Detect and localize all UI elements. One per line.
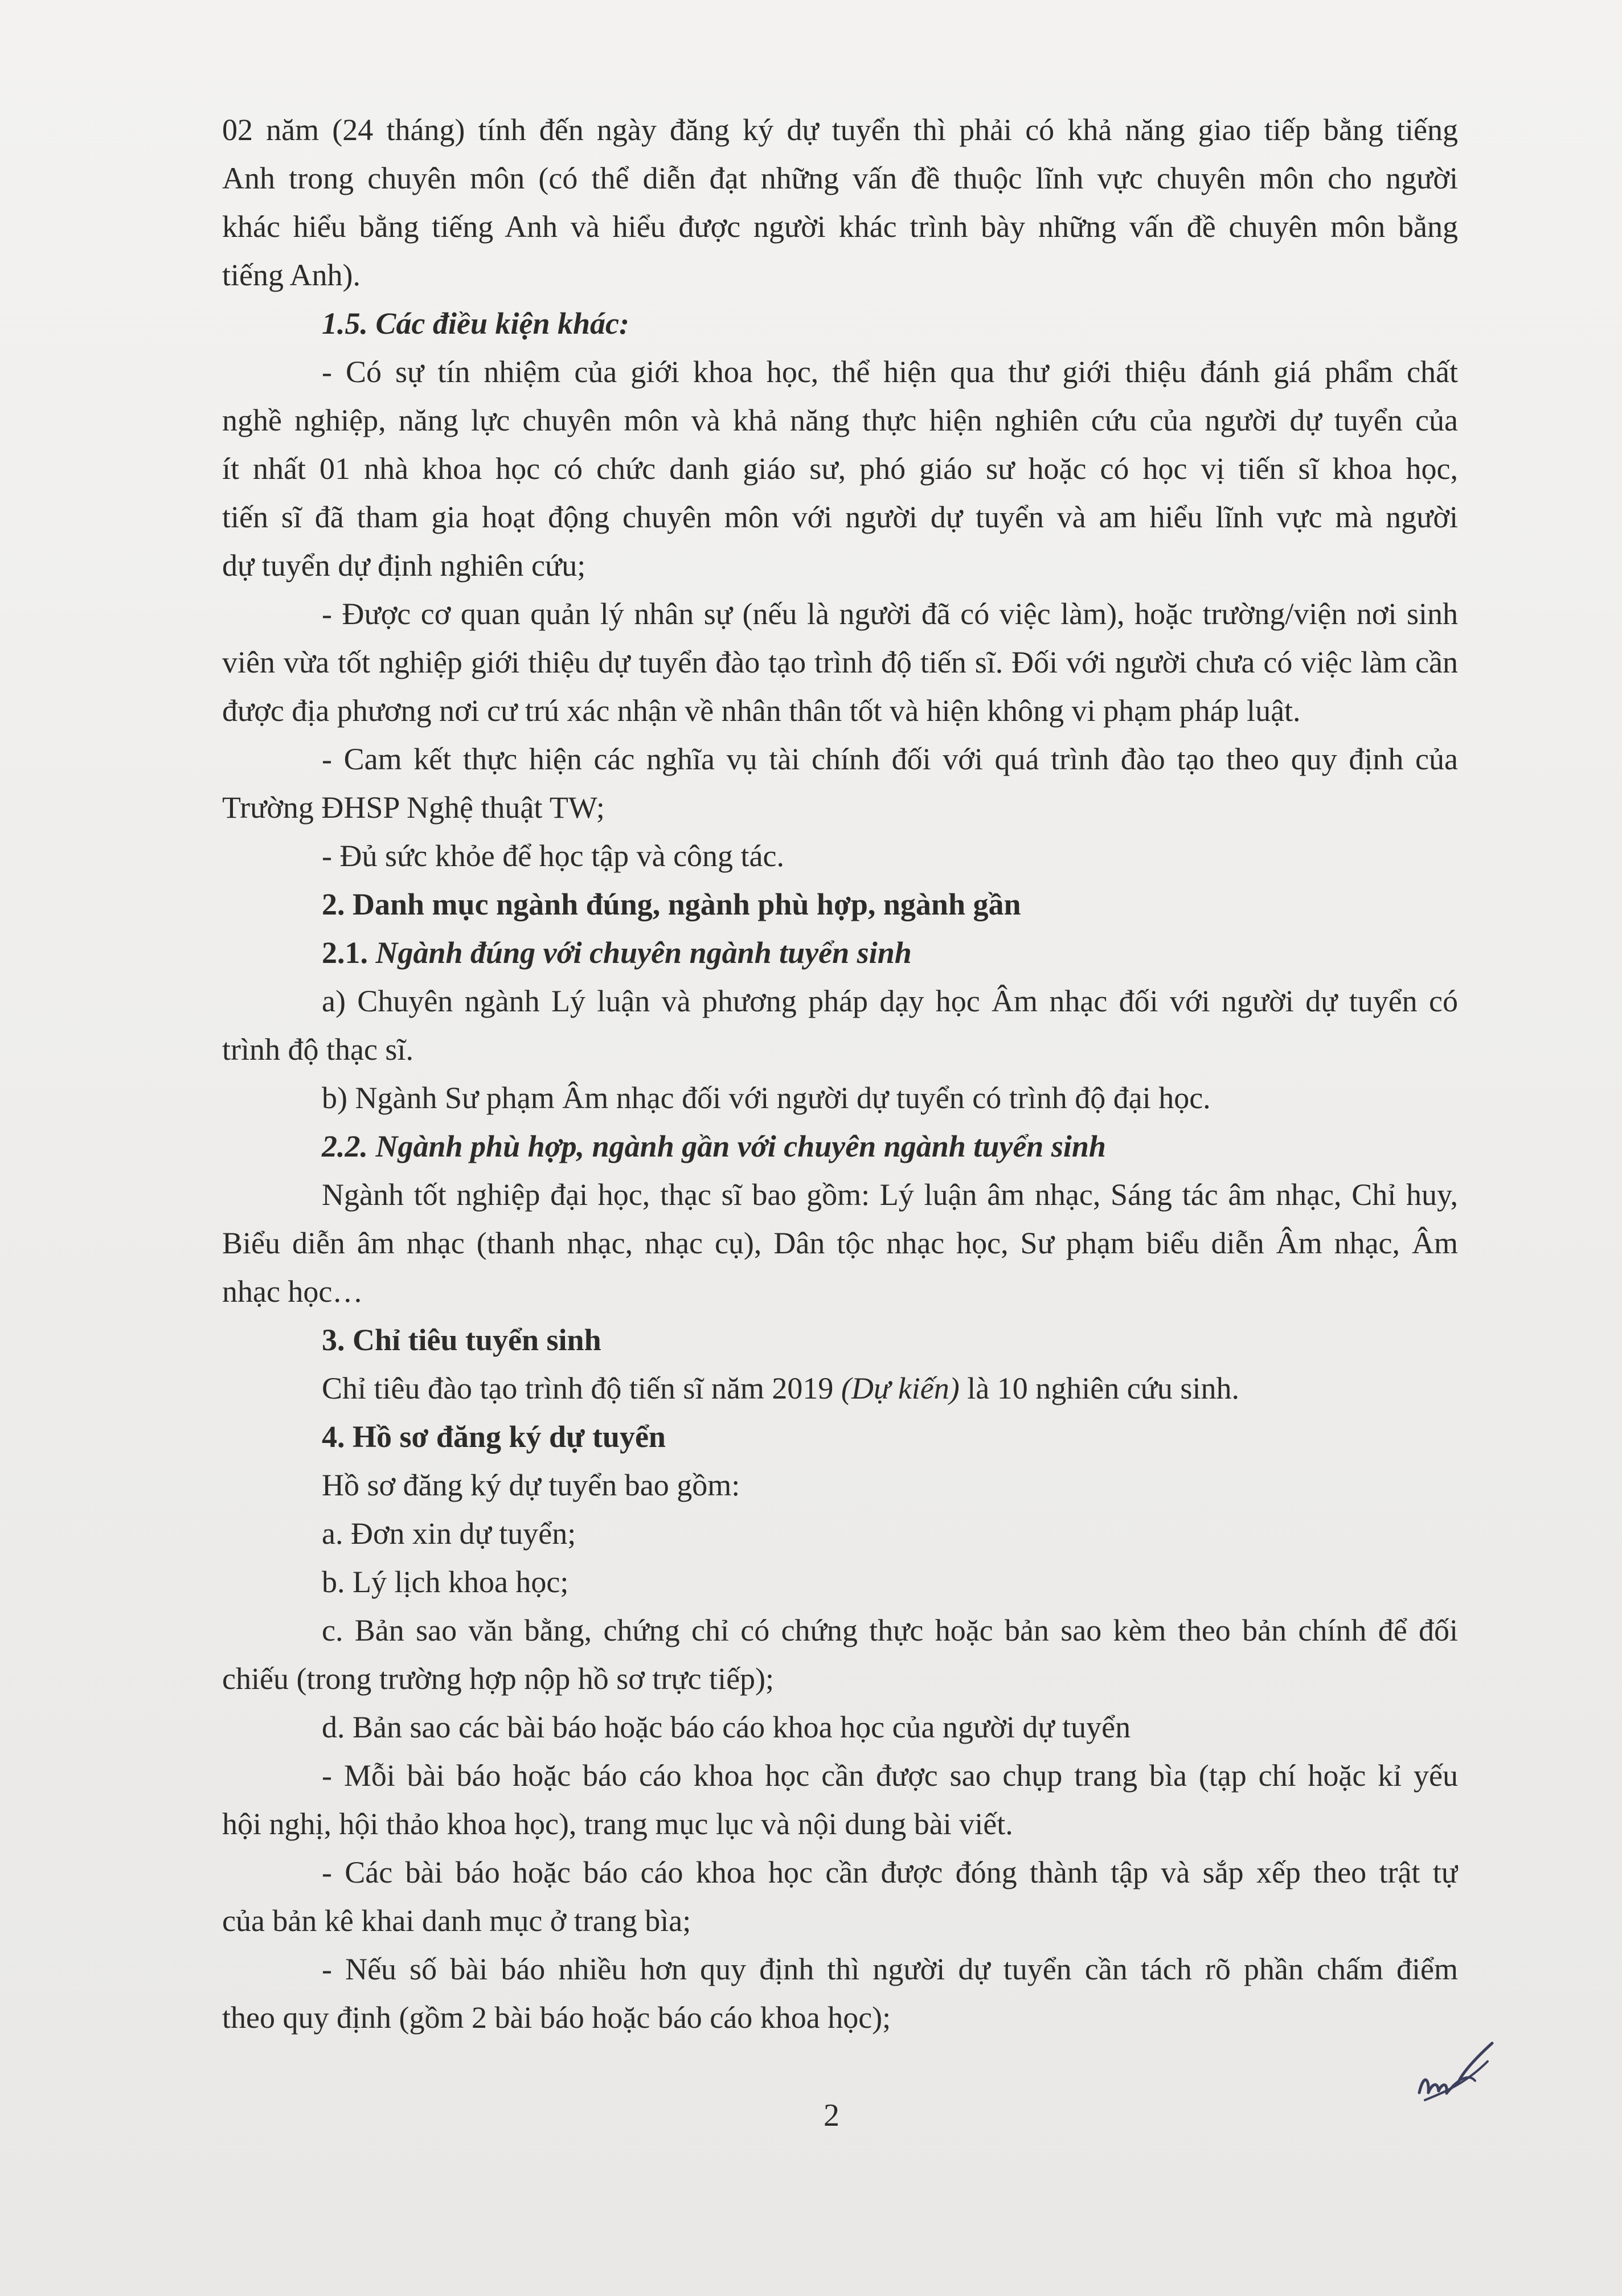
- subsection-number: 2.1.: [322, 936, 376, 970]
- section-heading-4: 4. Hồ sơ đăng ký dự tuyển: [322, 1420, 666, 1454]
- list-item: c. Bản sao văn bằng, chứng chỉ có chứng thực hoặc bản sao kèm theo bản chính để đối: [322, 1613, 1458, 1647]
- paragraph-line: trình độ thạc sĩ.: [222, 1032, 413, 1067]
- paragraph-line: Ngành tốt nghiệp đại học, thạc sĩ bao gồm: Lý luận âm nhạc, Sáng tác âm nhạc, Chỉ huy,: [322, 1178, 1458, 1212]
- paragraph-line: ít nhất 01 nhà khoa học có chức danh giáo sư, phó giáo sư hoặc có học vị tiến sĩ khoa học,: [222, 452, 1458, 486]
- text-run: là 10 nghiên cứu sinh.: [959, 1371, 1239, 1405]
- paragraph-line: - Các bài báo hoặc báo cáo khoa học cần được đóng thành tập và sắp xếp theo trật tự: [322, 1855, 1458, 1889]
- paragraph-line: a) Chuyên ngành Lý luận và phương pháp dạy học Âm nhạc đối với người dự tuyển có: [322, 984, 1458, 1018]
- list-item: d. Bản sao các bài báo hoặc báo cáo khoa học của người dự tuyển: [322, 1710, 1131, 1744]
- page-body: [222, 106, 1458, 2042]
- paragraph-line: 02 năm (24 tháng) tính đến ngày đăng ký dự tuyển thì phải có khả năng giao tiếp bằng tiếng: [222, 113, 1458, 147]
- page-number: 2: [824, 2098, 839, 2133]
- paragraph-line: khác hiểu bằng tiếng Anh và hiểu được người khác trình bày những vấn đề chuyên môn bằng: [222, 210, 1458, 244]
- paragraph-line: - Đủ sức khỏe để học tập và công tác.: [322, 839, 784, 873]
- paragraph-line: - Có sự tín nhiệm của giới khoa học, thể hiện qua thư giới thiệu đánh giá phẩm chất: [322, 355, 1458, 389]
- section-heading-3: 3. Chỉ tiêu tuyển sinh: [322, 1323, 601, 1357]
- section-heading-2: 2. Danh mục ngành đúng, ngành phù hợp, ngành gần: [322, 887, 1021, 921]
- paragraph-line: nghề nghiệp, năng lực chuyên môn và khả năng thực hiện nghiên cứu của người dự tuyển của: [222, 403, 1458, 437]
- paragraph-line: hội nghị, hội thảo khoa học), trang mục lục và nội dung bài viết.: [222, 1807, 1013, 1841]
- paragraph-line: - Cam kết thực hiện các nghĩa vụ tài chính đối với quá trình đào tạo theo quy định của: [322, 742, 1458, 776]
- paragraph-line: viên vừa tốt nghiệp giới thiệu dự tuyển đào tạo trình độ tiến sĩ. Đối với người chưa có việc làm cần: [222, 645, 1458, 679]
- paragraph-line: Trường ĐHSP Nghệ thuật TW;: [222, 790, 605, 825]
- paragraph-line: Hồ sơ đăng ký dự tuyển bao gồm:: [322, 1468, 740, 1502]
- subsection-heading-1-5: 1.5. Các điều kiện khác:: [322, 306, 629, 341]
- subsection-title: Ngành đúng với chuyên ngành tuyển sinh: [375, 936, 912, 970]
- paragraph-line: - Được cơ quan quản lý nhân sự (nếu là người đã có việc làm), hoặc trường/viện nơi sinh: [322, 597, 1458, 631]
- list-item: b. Lý lịch khoa học;: [322, 1565, 569, 1599]
- paragraph-line: chiếu (trong trường hợp nộp hồ sơ trực tiếp);: [222, 1662, 775, 1696]
- list-item: a. Đơn xin dự tuyển;: [322, 1516, 576, 1551]
- paragraph-line: b) Ngành Sư phạm Âm nhạc đối với người dự tuyển có trình độ đại học.: [322, 1081, 1211, 1115]
- paragraph-line: theo quy định (gồm 2 bài báo hoặc báo cáo khoa học);: [222, 2000, 891, 2035]
- subsection-heading-2-2: 2.2. Ngành phù hợp, ngành gần với chuyên ngành tuyển sinh: [322, 1129, 1106, 1163]
- text-run-italic: (Dự kiến): [841, 1371, 960, 1405]
- text-run: Chỉ tiêu đào tạo trình độ tiến sĩ năm 2019: [322, 1371, 841, 1405]
- subsection-heading-2-1: [222, 929, 1458, 977]
- paragraph-line: nhạc học…: [222, 1274, 363, 1309]
- paragraph-line: dự tuyển dự định nghiên cứu;: [222, 548, 586, 583]
- paragraph-line: Anh trong chuyên môn (có thể diễn đạt những vấn đề thuộc lĩnh vực chuyên môn cho người: [222, 161, 1458, 195]
- paragraph-line: Biểu diễn âm nhạc (thanh nhạc, nhạc cụ), Dân tộc nhạc học, Sư phạm biểu diễn Âm nhạc, Âm: [222, 1226, 1458, 1260]
- paragraph-line: [222, 1364, 1458, 1413]
- paragraph-line: tiếng Anh).: [222, 258, 361, 292]
- paragraph-line: - Nếu số bài báo nhiều hơn quy định thì người dự tuyển cần tách rõ phần chấm điểm: [322, 1952, 1458, 1986]
- signature-mark: [1412, 2039, 1498, 2113]
- paragraph-line: của bản kê khai danh mục ở trang bìa;: [222, 1904, 691, 1938]
- paragraph-line: được địa phương nơi cư trú xác nhận về nhân thân tốt và hiện không vi phạm pháp luật.: [222, 694, 1301, 728]
- paragraph-line: tiến sĩ đã tham gia hoạt động chuyên môn với người dự tuyển và am hiểu lĩnh vực mà người: [222, 500, 1458, 534]
- paragraph-line: - Mỗi bài báo hoặc báo cáo khoa học cần được sao chụp trang bìa (tạp chí hoặc kỉ yếu: [322, 1758, 1458, 1793]
